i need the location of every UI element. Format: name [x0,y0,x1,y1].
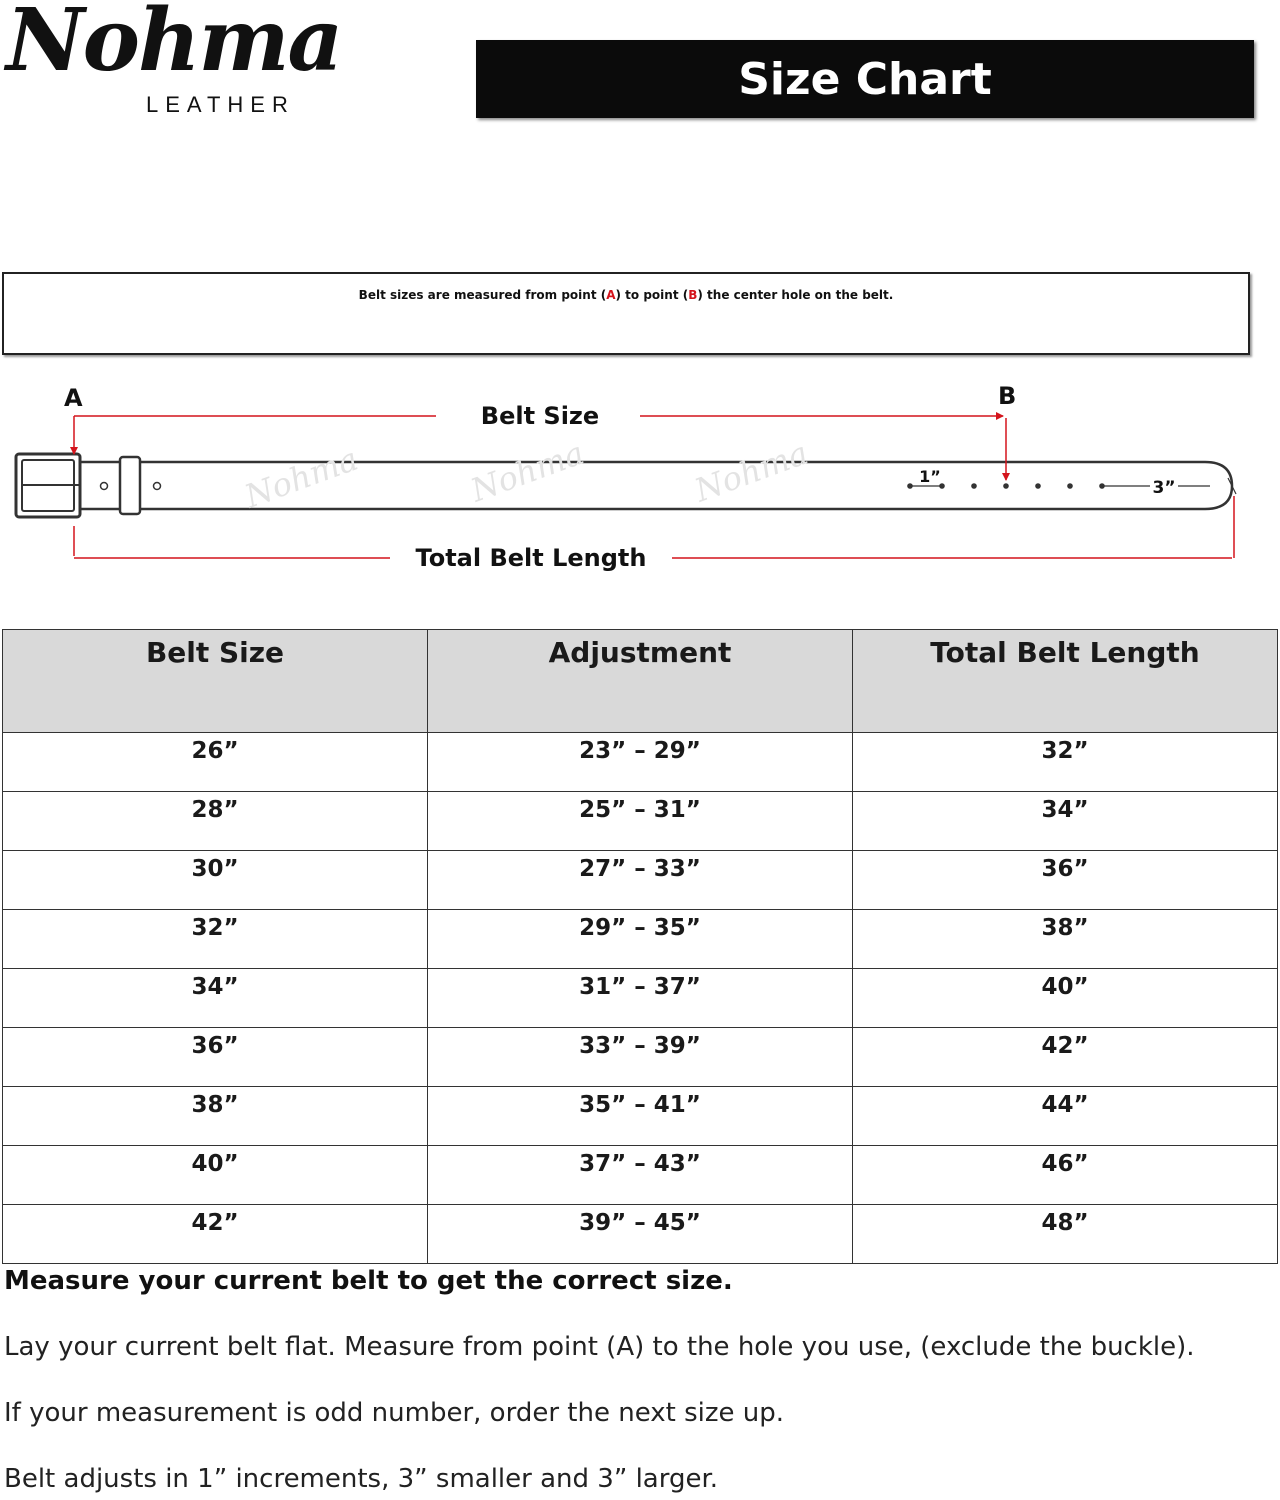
logo-subtitle: LEATHER [146,92,295,117]
note-line-2: If your measurement is odd number, order the next size up. [4,1398,784,1428]
cell-total-length: 34” [853,792,1278,851]
belt-keeper [120,457,140,514]
cell-total-length: 36” [853,851,1278,910]
intro-box [2,272,1250,355]
banner-title: Size Chart [738,53,992,105]
point-a-label: A [64,384,83,412]
cell-total-length: 44” [853,1087,1278,1146]
intro-text [4,288,1248,302]
size-chart-banner [476,40,1254,118]
cell-belt-size: 42” [3,1205,428,1264]
logo-script-text: Nohma [6,0,342,91]
point-b-label: B [998,382,1017,410]
cell-total-length: 46” [853,1146,1278,1205]
increment-label: 1” [919,467,941,486]
cell-belt-size: 38” [3,1087,428,1146]
cell-belt-size: 26” [3,733,428,792]
cell-belt-size: 40” [3,1146,428,1205]
table-header-row [3,630,1278,733]
intro-point-a: A [606,288,616,302]
belt-size-label: Belt Size [480,402,600,430]
cell-adjustment: 29” – 35” [428,910,853,969]
cell-adjustment: 31” – 37” [428,969,853,1028]
cell-adjustment: 39” – 45” [428,1205,853,1264]
header-belt-size: Belt Size [3,630,428,733]
table-row [3,1087,1278,1146]
cell-belt-size: 30” [3,851,428,910]
cell-total-length: 32” [853,733,1278,792]
cell-adjustment: 33” – 39” [428,1028,853,1087]
cell-total-length: 40” [853,969,1278,1028]
intro-point-b: B [688,288,698,302]
brand-logo [2,0,362,130]
watermark-2: Nohma [465,433,589,510]
cell-belt-size: 34” [3,969,428,1028]
cell-total-length: 42” [853,1028,1278,1087]
header-adjustment: Adjustment [428,630,853,733]
intro-part2: ) to point ( [615,288,689,302]
intro-part1: Belt sizes are measured from point ( [358,288,607,302]
notes-heading: Measure your current belt to get the correct size. [4,1266,733,1296]
total-length-label: Total Belt Length [415,544,647,572]
watermark-3: Nohma [689,433,813,510]
range-label: 3” [1152,478,1176,498]
table-row [3,969,1278,1028]
table-row [3,910,1278,969]
belt-diagram [0,378,1280,588]
intro-part3: ) the center hole on the belt. [697,288,894,302]
belt-diagram-svg [0,378,1280,588]
table-row [3,1146,1278,1205]
cell-adjustment: 23” – 29” [428,733,853,792]
cell-belt-size: 28” [3,792,428,851]
cell-belt-size: 36” [3,1028,428,1087]
belt-shape [16,454,1236,517]
table-row [3,733,1278,792]
size-table [2,629,1278,1264]
cell-total-length: 48” [853,1205,1278,1264]
cell-adjustment: 37” – 43” [428,1146,853,1205]
note-line-1: Lay your current belt flat. Measure from point (A) to the hole you use, (exclude the buckle). [4,1332,1195,1362]
table-row [3,1205,1278,1264]
cell-total-length: 38” [853,910,1278,969]
table-row [3,792,1278,851]
header-total-length: Total Belt Length [853,630,1278,733]
table-row [3,851,1278,910]
watermark-1: Nohma [239,439,363,516]
cell-adjustment: 25” – 31” [428,792,853,851]
note-line-3: Belt adjusts in 1” increments, 3” smaller and 3” larger. [4,1464,719,1494]
table-row [3,1028,1278,1087]
cell-belt-size: 32” [3,910,428,969]
cell-adjustment: 27” – 33” [428,851,853,910]
cell-adjustment: 35” – 41” [428,1087,853,1146]
